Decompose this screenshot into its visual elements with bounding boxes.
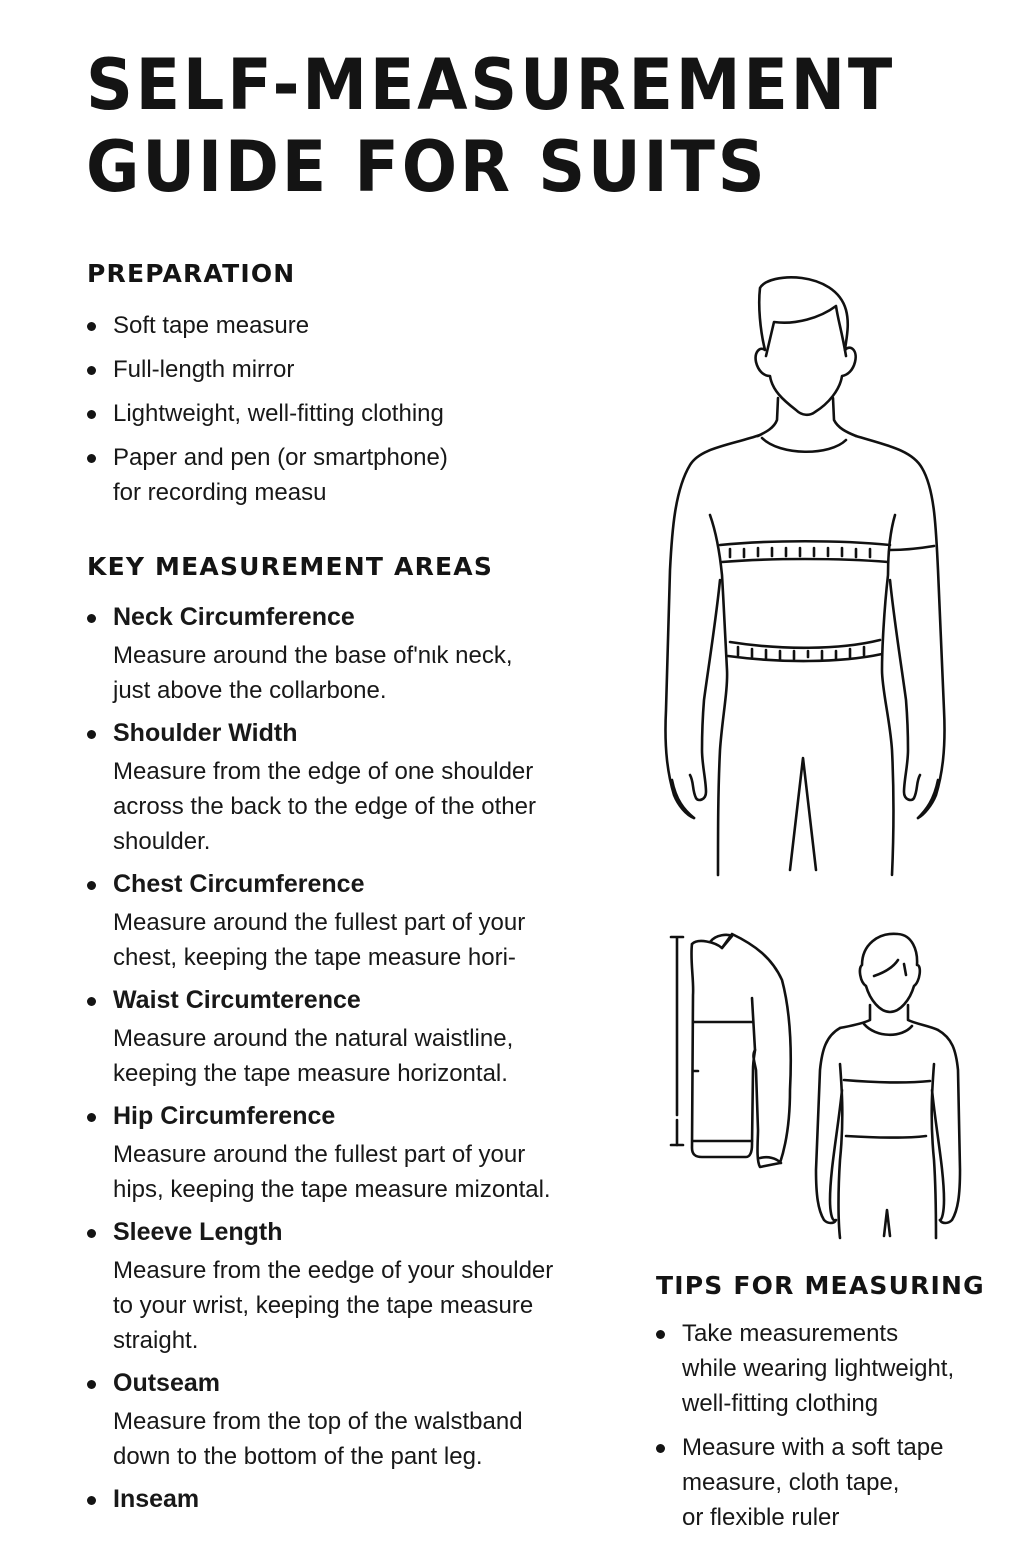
- measurement-title: Shoulder Width: [113, 719, 298, 747]
- measurement-item-sleeve: [86, 1215, 626, 1358]
- measurement-description: to your wrist, keeping the tape measure: [113, 1292, 534, 1319]
- measurement-description: chest, keeping the tape measure hori-: [113, 944, 516, 971]
- bullet-icon: [656, 1444, 665, 1453]
- small-head: [860, 934, 920, 1012]
- list-item-text: Paper and pen (or smartphone): [113, 444, 448, 471]
- small-collar: [864, 1024, 912, 1035]
- small-hair: [874, 960, 906, 976]
- measurement-description: Measure from the eedge of your shoulder: [113, 1257, 554, 1284]
- page-title-line-2: GUIDE FOR SUITS: [86, 126, 768, 208]
- list-item: [86, 396, 606, 431]
- body-figure-illustration: [650, 270, 980, 880]
- measurement-description: just above the collarbone.: [113, 677, 387, 704]
- measurement-title: Chest Circumference: [113, 870, 365, 898]
- waist-tape-top: [730, 640, 880, 648]
- list-item-text: Soft tape measure: [113, 312, 310, 339]
- measurement-description: keeping the tape measure horizontal.: [113, 1060, 508, 1087]
- bullet-icon: [87, 881, 96, 890]
- list-item: [86, 352, 606, 387]
- arm-band: [890, 546, 934, 550]
- chest-tape-top: [720, 541, 890, 545]
- tips-list: [655, 1316, 1015, 1544]
- measurement-description: Measure around the fullest part of your: [113, 909, 526, 936]
- list-item-text: Lightweight, well-fitting clothing: [113, 400, 444, 427]
- measurement-description: Measure from the top of the walstband: [113, 1408, 523, 1435]
- tip-item: [655, 1316, 1015, 1421]
- bullet-icon: [656, 1330, 665, 1339]
- bullet-icon: [87, 1113, 96, 1122]
- measurement-title: Hip Circumference: [113, 1102, 336, 1130]
- bullet-icon: [87, 322, 96, 331]
- tip-text: Measure with a soft tape: [682, 1434, 944, 1461]
- measurement-item-chest: [86, 867, 626, 975]
- small-crotch: [884, 1210, 890, 1236]
- jacket-illustration: [660, 920, 810, 1180]
- measurement-title: Waist Circumterence: [113, 986, 361, 1014]
- measurement-title: Neck Circumference: [113, 603, 355, 631]
- bullet-icon: [87, 410, 96, 419]
- jacket-body: [692, 934, 791, 1167]
- measurement-title: Sleeve Length: [113, 1218, 283, 1246]
- small-neck: [840, 1005, 938, 1030]
- measurement-description: straight.: [113, 1327, 199, 1354]
- tip-text: measure, cloth tape,: [682, 1469, 900, 1496]
- bullet-icon: [87, 1496, 96, 1505]
- key-areas-list: [86, 600, 626, 1524]
- bullet-icon: [87, 366, 96, 375]
- bullet-icon: [87, 730, 96, 739]
- collar: [762, 438, 846, 452]
- measurement-description: Measure around the natural waistline,: [113, 1025, 514, 1052]
- measurement-item-waist: [86, 983, 626, 1091]
- list-item-text: Full-length mirror: [113, 356, 295, 383]
- measurement-description: shoulder.: [113, 828, 211, 855]
- jacket-front: [691, 944, 755, 1157]
- measurement-item-hip: [86, 1099, 626, 1207]
- neck-right: [833, 398, 856, 436]
- hair-line: [766, 306, 846, 356]
- preparation-list: [86, 308, 606, 519]
- measurement-item-neck: [86, 600, 626, 708]
- page-title-line-1: SELF-MEASUREMENT: [86, 44, 896, 126]
- head-outline: [756, 277, 856, 414]
- bullet-icon: [87, 454, 96, 463]
- small-waist-line: [846, 1136, 926, 1138]
- small-figure-illustration: [800, 920, 980, 1240]
- right-inner-arm: [890, 580, 920, 800]
- left-torso: [710, 515, 727, 875]
- page-title: [86, 44, 895, 208]
- measurement-item-outseam: [86, 1366, 626, 1474]
- left-arm-outer: [665, 435, 760, 818]
- inseam-split: [790, 758, 816, 870]
- right-arm-outer: [856, 436, 945, 818]
- measurement-item-inseam: [86, 1482, 626, 1516]
- tip-item: [655, 1430, 1015, 1535]
- bullet-icon: [87, 1380, 96, 1389]
- key-areas-heading: KEY MEASUREMENT AREAS: [87, 552, 494, 581]
- right-torso: [882, 515, 895, 875]
- bullet-icon: [87, 997, 96, 1006]
- measurement-item-shoulder: [86, 716, 626, 859]
- left-inner-arm: [690, 580, 720, 800]
- tip-text: while wearing lightweight,: [682, 1355, 955, 1382]
- list-item: [86, 308, 606, 343]
- preparation-heading: PREPARATION: [87, 259, 296, 288]
- tip-text: Take measurements: [682, 1320, 899, 1347]
- small-chest-line: [844, 1080, 930, 1082]
- measurement-description: Measure from the edge of one shoulder: [113, 758, 534, 785]
- tip-text: or flexible ruler: [682, 1504, 840, 1531]
- list-item: [86, 440, 606, 510]
- list-item-text: for recording measu: [113, 479, 327, 506]
- chest-tape-bottom: [722, 559, 888, 562]
- small-arm-right: [938, 1030, 960, 1223]
- tips-heading: TIPS FOR MEASURING: [656, 1271, 985, 1300]
- measurement-description: hips, keeping the tape measure mizontal.: [113, 1176, 551, 1203]
- tip-text: well-fitting clothing: [682, 1390, 879, 1417]
- measurement-description: down to the bottom of the pant leg.: [113, 1443, 483, 1470]
- bullet-icon: [87, 1229, 96, 1238]
- measurement-title: Inseam: [113, 1485, 200, 1513]
- measurement-description: Measure around the base of'nιk neck,: [113, 642, 513, 669]
- measurement-description: across the back to the edge of the other: [113, 793, 536, 820]
- measurement-title: Outseam: [113, 1369, 220, 1397]
- bullet-icon: [87, 614, 96, 623]
- neck-left: [758, 398, 778, 436]
- measurement-description: Measure around the fullest part of your: [113, 1141, 526, 1168]
- chest-tape-ticks: [730, 548, 870, 557]
